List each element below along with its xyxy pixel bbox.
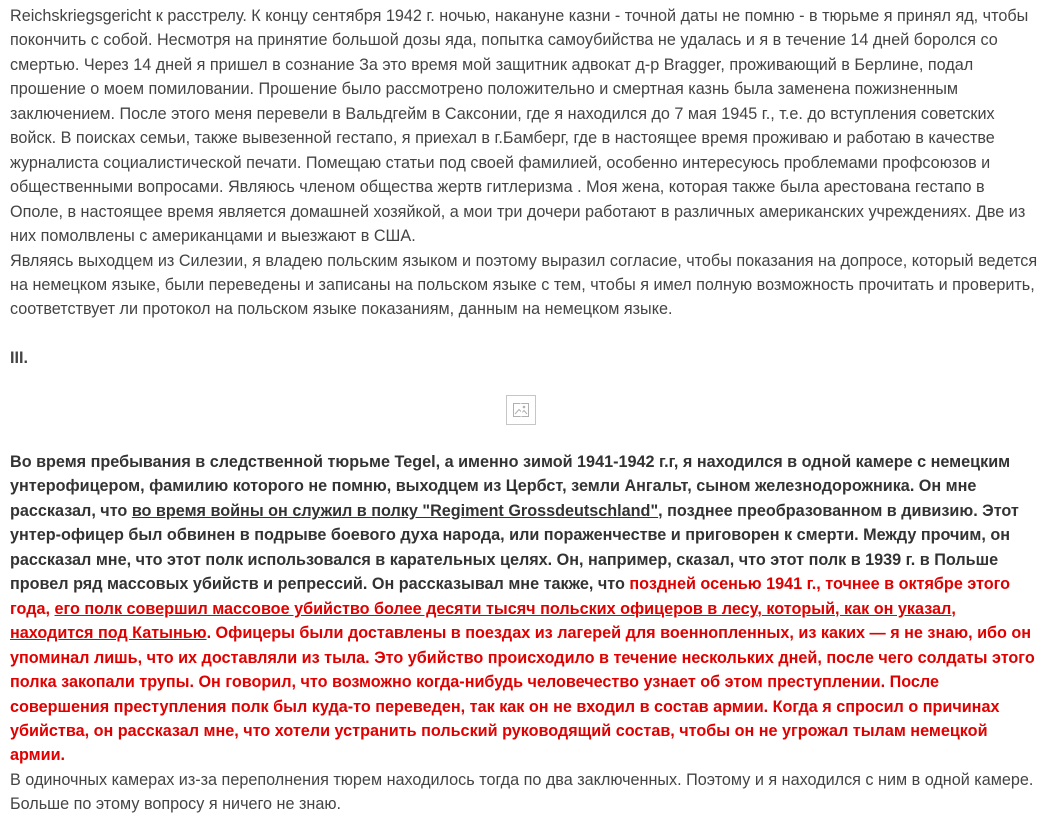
highlight-red-underlined-text: его полк совершил массовое убийство более десяти тысяч польских офицеров в лесу, который, как он указал, находится под Катынью	[10, 599, 956, 643]
testimony-text-2: , позднее преобразованном в дивизию. Этот унтер-офицер был обвинен в подрыве боевого духа народа, или пораженчестве и приговорен к смерти. Между прочим, он рассказал мне, что этот полк использовался в карательных целях. Он, например, сказал, что этот полк в 1939 г. в Польше провел ряд массовых убийств и репрессий. Он рассказывал мне также, что	[10, 501, 1019, 594]
intro-paragraph-2: Являясь выходцем из Силезии, я владею польским языком и поэтому выразил согласие, чтобы показания на допросе, который ведется на немецком языке, были переведены и записаны на польском языке с тем, чтобы я имел полную возможность прочитать и проверить, соответствует ли протокол на польском языке показаниям, данным на немецком языке.	[10, 251, 1038, 319]
section-heading: III.	[10, 349, 28, 367]
testimony-text-1: Во время пребывания в следственной тюрьме Tegel, а именно зимой 1941-1942 г.г, я находился в одной камере с немецким унтерофицером, фамилию которого не помню, выходцем из Цербст, земли Ангальт, сыном железнодорожника. Он мне рассказал, что	[10, 453, 1011, 520]
testimony-paragraph	[10, 450, 1035, 768]
highlight-red-text-2: . Офицеры были доставлены в поездах из лагерей для военнопленных, из каких — я не знаю, ибо он упоминал лишь, что их доставляли из тыла. Это убийство происходило в течение нескольких дней, после чего солдаты этого полка закопали трупы. Он говорил, что возможно когда-нибудь человечество узнает об этом преступлении. После совершения преступления полк был куда-то переведен, так как он не входил в состав армии. Когда я спросил о причинах убийства, он рассказал мне, что хотели устранить польский руководящий состав, чтобы он не угрожал тылам немецкой армии.	[10, 624, 1035, 765]
closing-paragraph: В одиночных камерах из-за переполнения тюрем находилось тогда по два заключенных. Поэтому и я находился с ним в одной камере. Больше по этому вопросу я ничего не знаю.	[10, 771, 1034, 814]
image-placeholder[interactable]	[506, 395, 536, 425]
regiment-underlined-text: во время войны он служил в полку "Regiment Grossdeutschland"	[131, 501, 659, 520]
highlight-red-text-1: поздней осенью 1941 г., точнее в октябре этого года,	[10, 575, 1011, 618]
broken-image-icon	[512, 401, 530, 419]
document-body	[10, 4, 1040, 814]
intro-paragraph-1: Reichskriegsgericht к расстрелу. К концу сентября 1942 г. ночью, накануне казни - точной даты не помню - в тюрьме я принял яд, чтобы покончить с собой. Несмотря на принятие большой дозы яда, попытка самоубийства не удалась и я в течение 14 дней боролся со смертью. Через 14 дней я пришел в сознание За это время мой защитник адвокат д-р Bragger, проживающий в Берлине, подал прошение о моем помиловании. Прошение было рассмотрено положительно и смертная казнь была заменена пожизненным заключением. После этого меня перевели в Вальдгейм в Саксонии, где я находился до 7 мая 1945 г., т.е. до вступления советских войск. В поисках семьи, также вывезенной гестапо, я приехал в г.Бамберг, где в настоящее время проживаю и работаю в качестве журналиста социалистической печати. Помещаю статьи под своей фамилией, особенно интересуюсь проблемами профсоюзов и общественными вопросами. Являюсь членом общества жертв гитлеризма . Моя жена, которая также была арестована гестапо в Ополе, в настоящее время является домашней хозяйкой, а мои три дочери работают в различных американских учреждениях. Две из них помолвлены с американцами и выезжают в США.	[10, 7, 1029, 246]
